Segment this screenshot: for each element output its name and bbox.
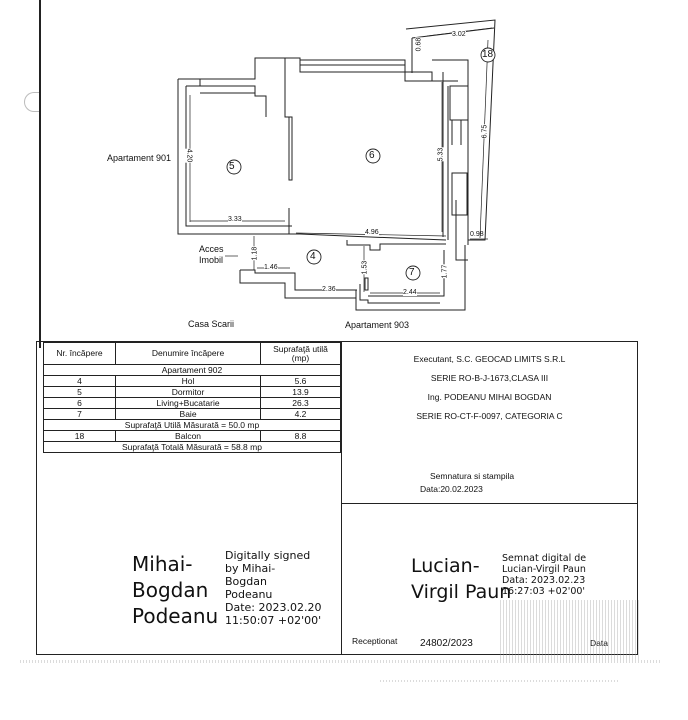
dim-room6-height: 5.33 [437, 147, 445, 162]
title-block-hdivider [341, 503, 638, 504]
table-row [44, 431, 341, 442]
receipt-number: 24802/2023 [420, 638, 473, 649]
total-area: Suprafaţă Totală Măsurată = 58.8 mp [44, 442, 341, 453]
access-label: Acces [199, 244, 224, 254]
signer-left-name-3: Podeanu [132, 604, 219, 628]
room-number-5: 5 [229, 161, 235, 172]
cell-name: Baie [116, 409, 261, 420]
table-row [44, 376, 341, 387]
receipt-label: Receptionat [352, 636, 398, 646]
scan-noise [500, 600, 640, 660]
stamp-block [420, 470, 514, 496]
room-number-4: 4 [310, 251, 316, 262]
sig-left-line4: Podeanu [225, 588, 273, 601]
sig-right-line1: Semnat digital de [502, 553, 587, 564]
dim-room6-width: 4.96 [365, 229, 379, 236]
executant-engineer: Ing. PODEANU MIHAI BOGDAN [427, 392, 552, 402]
dim-bath-width: 2.44 [403, 289, 417, 296]
neighbor-apartament-903: Apartament 903 [345, 320, 410, 330]
rooms-table [43, 342, 341, 453]
cell-nr: 7 [44, 409, 116, 420]
dim-hall-access: 1.18 [251, 246, 259, 261]
table-row [44, 409, 341, 420]
apartment-label: Apartament 902 [44, 365, 341, 376]
dim-hall-b: 2.36 [322, 286, 336, 293]
header-area-line1: Suprafaţă utilă [273, 343, 328, 354]
dim-room5-height: 4.20 [185, 148, 193, 163]
dim-hall-a: 1.46 [264, 264, 278, 271]
floor-plan [0, 0, 688, 340]
signer-right-name-1: Lucian- [411, 555, 480, 577]
dim-bath-height: 1.77 [441, 264, 449, 279]
neighbor-casa-scarii: Casa Scarii [188, 319, 235, 329]
cell-name: Living+Bucatarie [116, 398, 261, 409]
receipt-date-label: Data [590, 638, 608, 648]
cell-area: 5.6 [261, 376, 341, 387]
cell-area: 4.2 [261, 409, 341, 420]
dim-balcony-right: 6.75 [481, 124, 489, 139]
room-number-6: 6 [369, 150, 375, 161]
cell-name: Hol [116, 376, 261, 387]
cell-area: 26.3 [261, 398, 341, 409]
cell-name: Balcon [116, 431, 261, 442]
sig-right-line3: Data: 2023.02.23 [502, 575, 586, 586]
sig-left-line3: Bogdan [225, 575, 267, 588]
table-row [44, 387, 341, 398]
scan-noise [380, 680, 620, 682]
cell-area: 13.9 [261, 387, 341, 398]
executant-block [341, 350, 638, 426]
signer-right-name [411, 553, 511, 605]
access-label-2: Imobil [199, 255, 224, 265]
signer-left-info [225, 549, 321, 627]
room-number-18: 18 [482, 49, 494, 60]
neighbor-apartament-901: Apartament 901 [107, 153, 172, 163]
cell-name: Dormitor [116, 387, 261, 398]
sig-right-line2: Lucian-Virgil Paun [502, 564, 586, 575]
cell-nr: 4 [44, 376, 116, 387]
header-area-line2: (mp) [291, 352, 310, 363]
signer-left-name-2: Bogdan [132, 578, 209, 602]
header-area [261, 343, 341, 365]
cell-nr: 18 [44, 431, 116, 442]
signer-left-name [132, 551, 218, 629]
sig-left-line1: Digitally signed [225, 549, 311, 562]
useful-area-total: Suprafaţă Utilă Măsurată = 50.0 mp [44, 420, 341, 431]
cell-nr: 5 [44, 387, 116, 398]
stamp-date: Data:20.02.2023 [420, 484, 483, 494]
signer-right-name-2: Virgil Paun [411, 581, 512, 603]
header-name: Denumire încăpere [116, 343, 261, 365]
dim-balcony-bottom: 0.98 [470, 231, 484, 238]
cell-area: 8.8 [261, 431, 341, 442]
stamp-label: Semnatura si stampila [430, 471, 515, 481]
dim-balcony-top: 3.02 [452, 31, 466, 38]
signer-left-name-1: Mihai- [132, 552, 193, 576]
cell-nr: 6 [44, 398, 116, 409]
executant-company: Executant, S.C. GEOCAD LIMITS S.R.L [413, 354, 566, 364]
executant-series: SERIE RO-B-J-1673,CLASA III [430, 373, 549, 383]
dim-room5-width: 3.33 [228, 216, 242, 223]
signer-right-info [502, 553, 586, 597]
header-nr: Nr. încăpere [44, 343, 116, 365]
room-number-7: 7 [409, 267, 415, 278]
sig-left-line6: 11:50:07 +02'00' [225, 614, 322, 627]
executant-engineer-series: SERIE RO-CT-F-0097, CATEGORIA C [416, 411, 563, 421]
dim-hall-c: 1.53 [361, 260, 369, 275]
sig-right-line4: 16:27:03 +02'00' [502, 586, 586, 597]
scan-noise [20, 660, 660, 663]
table-row [44, 398, 341, 409]
sig-left-line5: Date: 2023.02.20 [225, 601, 322, 614]
sig-left-line2: by Mihai- [225, 562, 276, 575]
dim-balcony-left: 0.68 [415, 37, 423, 52]
